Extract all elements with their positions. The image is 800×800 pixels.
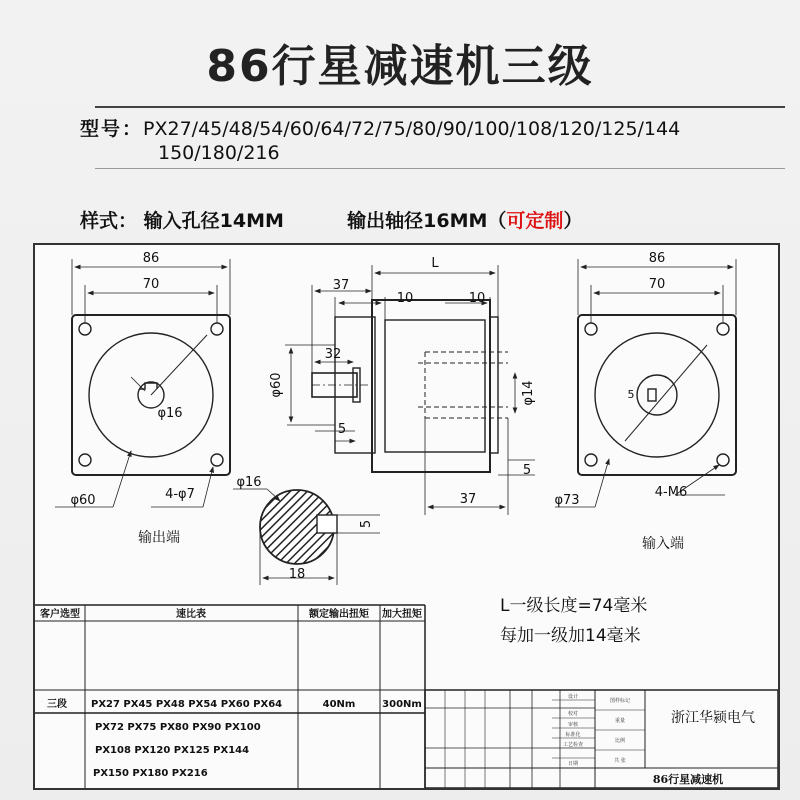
model-values-2: 150/180/216 xyxy=(158,142,280,164)
input-hole-spec: 输入孔径14MM xyxy=(143,210,284,232)
dim-phi14: φ14 xyxy=(521,380,536,406)
tb-date: 日期 xyxy=(567,761,579,767)
stage-cell: 三段 xyxy=(47,699,67,710)
rated-torque: 40Nm xyxy=(322,699,356,710)
close-paren: ） xyxy=(563,210,583,232)
th-customer: 客户选型 xyxy=(40,609,80,620)
tb-sheets: 共 张 xyxy=(614,758,626,764)
note-line-1: L一级长度=74毫米 xyxy=(500,596,648,616)
custom-label: 可定制 xyxy=(506,210,564,232)
left-holes-label: 4-φ7 xyxy=(165,487,195,502)
shaft-section xyxy=(233,489,380,585)
left-flange-label: φ60 xyxy=(70,493,96,508)
note-line-2: 每加一级加14毫米 xyxy=(500,626,641,646)
tb-scale: 比例 xyxy=(614,738,626,744)
section-key: 5 xyxy=(359,519,374,529)
dim-10-left: 10 xyxy=(396,291,414,306)
dim-5-left: 5 xyxy=(337,422,347,437)
ratio-row-4: PX150 PX180 PX216 xyxy=(93,768,208,779)
model-label: 型号： xyxy=(80,118,144,140)
left-dim-86: 86 xyxy=(142,251,160,266)
dim-L: L xyxy=(431,256,439,271)
th-boost: 加大扭矩 xyxy=(382,609,422,620)
input-end-caption: 输入端 xyxy=(642,536,684,552)
output-end-view xyxy=(55,259,230,507)
company-name: 浙江华颍电气 xyxy=(671,710,755,726)
top-divider xyxy=(95,106,785,108)
technical-drawing xyxy=(33,243,780,790)
right-holes: 4-M6 xyxy=(654,485,688,500)
ratio-row-3: PX108 PX120 PX125 PX144 xyxy=(95,745,250,756)
ratio-row-1: PX27 PX45 PX48 PX54 PX60 PX64 xyxy=(91,699,283,710)
drawing-name: 86行星减速机 xyxy=(652,773,724,786)
ratio-table xyxy=(35,605,778,788)
boost-torque: 300Nm xyxy=(382,699,422,710)
right-pcd: φ73 xyxy=(554,493,580,508)
model-line xyxy=(80,117,780,165)
tb-check: 校对 xyxy=(567,711,579,717)
output-end-caption: 输出端 xyxy=(138,530,180,546)
tb-mark: 图样标记 xyxy=(609,698,631,704)
drawing-canvas xyxy=(35,245,778,788)
tb-weight: 重量 xyxy=(614,718,626,724)
dim-10-right: 10 xyxy=(468,291,486,306)
ratio-row-2: PX72 PX75 PX80 PX90 PX100 xyxy=(95,722,261,733)
style-label: 样式： xyxy=(80,210,138,232)
tb-design: 设计 xyxy=(567,694,579,700)
right-dim-70: 70 xyxy=(648,277,666,292)
section-phi16: φ16 xyxy=(236,475,262,490)
left-bore-label: φ16 xyxy=(157,406,183,421)
dim-32: 32 xyxy=(324,347,342,362)
dim-phi60: φ60 xyxy=(269,372,284,398)
th-rated: 额定输出扭矩 xyxy=(309,609,369,620)
right-dim-86: 86 xyxy=(648,251,666,266)
right-key: 5 xyxy=(627,388,635,401)
page-title: 86行星减速机三级 xyxy=(206,41,594,92)
style-line xyxy=(80,206,582,233)
section-width: 18 xyxy=(288,567,306,582)
tb-process: 工艺检查 xyxy=(562,742,584,748)
tb-standard: 标准化 xyxy=(565,732,581,738)
divider xyxy=(95,168,785,169)
output-shaft-spec: 输出轴径16MM（ xyxy=(347,210,507,232)
input-end-view xyxy=(555,259,736,507)
tb-review: 审核 xyxy=(567,722,579,728)
model-values-1: PX27/45/48/54/60/64/72/75/80/90/100/108/120/125/144 xyxy=(143,118,681,140)
th-ratio: 速比表 xyxy=(176,609,206,620)
dim-5-right: 5 xyxy=(522,463,532,478)
dim-37-bottom: 37 xyxy=(459,492,477,507)
dim-37-top: 37 xyxy=(332,278,350,293)
left-dim-70: 70 xyxy=(142,277,160,292)
